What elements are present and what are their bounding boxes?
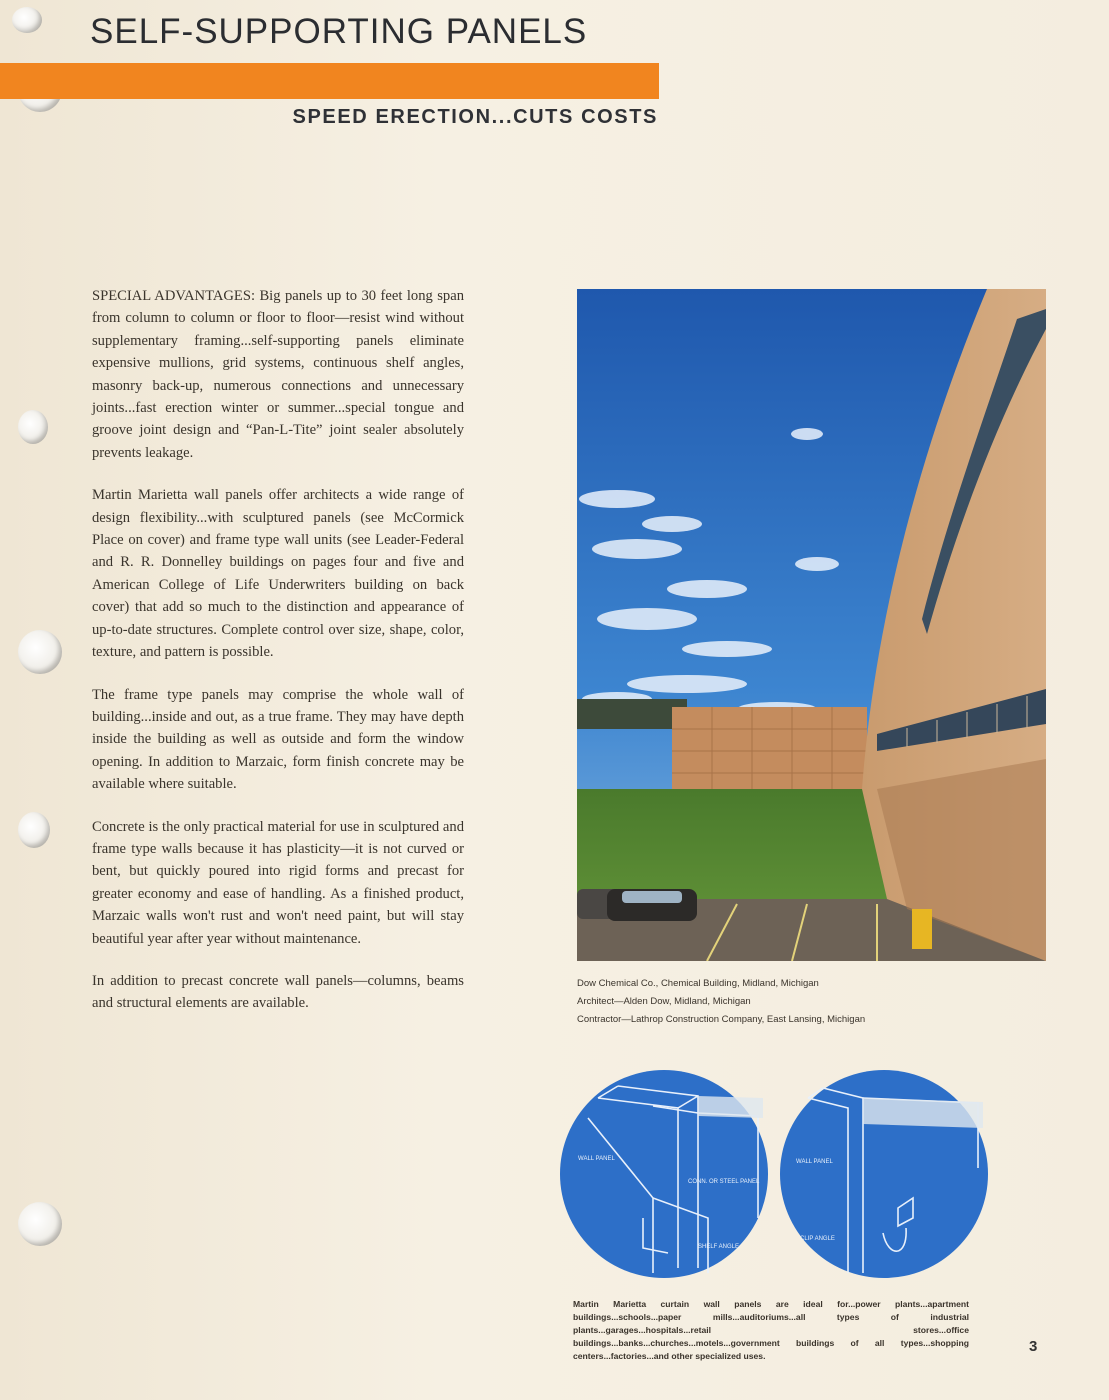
body-paragraph: In addition to precast concrete wall panels—columns, beams and structural elements are available. bbox=[92, 972, 464, 1012]
photo-caption bbox=[577, 975, 865, 1029]
body-paragraph: Concrete is the only practical material for use in sculptured and frame type walls because it has plasticity—it is not curved or bent, but quickly poured into rigid forms and precast for greater economy and ease of handling. As a finished product, Marzaic walls won't rust and won't need paint, but will stay beautiful year after year without maintenance. bbox=[92, 818, 464, 947]
punch-hole bbox=[18, 630, 62, 674]
body-paragraph: The frame type panels may comprise the whole wall of building...inside and out, as a true frame. They may have depth inside the building as well as outside and form the window opening. In addition to Marzaic, form finish concrete may be available where suitable. bbox=[92, 686, 464, 793]
panel-connection-diagram bbox=[558, 1068, 770, 1280]
caption-line: Dow Chemical Co., Chemical Building, Midland, Michigan bbox=[577, 978, 819, 989]
shelf-angle-label: SHELF ANGLE bbox=[698, 1244, 740, 1250]
body-text-column bbox=[92, 285, 464, 1035]
diagram-illustration bbox=[558, 1068, 770, 1280]
building-photo-illustration bbox=[577, 289, 1046, 961]
page-number: 3 bbox=[1029, 1338, 1038, 1355]
accent-band bbox=[0, 63, 659, 99]
clip-angle-label: CLIP ANGLE bbox=[800, 1236, 835, 1242]
punch-hole bbox=[12, 7, 42, 33]
diagram-illustration bbox=[778, 1068, 990, 1280]
building-photo bbox=[577, 289, 1046, 961]
punch-hole bbox=[18, 1202, 62, 1246]
wall-panel-label: WALL PANEL bbox=[796, 1159, 833, 1165]
clip-angle-diagram bbox=[778, 1068, 990, 1280]
punch-hole bbox=[18, 410, 48, 444]
diagram-description: Martin Marietta curtain wall panels are ideal for...power plants...apartment buildings...schools...paper mills...auditoriums...all types of industrial plants...garages...hospitals...retail stores...office buildings...banks...churches...motels...government buildings of all types...shopping centers...factories...and other specialized uses. bbox=[573, 1299, 969, 1361]
caption-line: Contractor—Lathrop Construction Company, East Lansing, Michigan bbox=[577, 1014, 866, 1025]
caption-line: Architect—Alden Dow, Midland, Michigan bbox=[577, 996, 751, 1007]
wall-panel-label: WALL PANEL bbox=[578, 1156, 615, 1162]
body-paragraph: Martin Marietta wall panels offer architects a wide range of design flexibility...with sculptured panels (see McCormick Place on cover) and frame type wall units (see Leader-Federal and R. R. Donnelley buildings on pages four and five and American College of Life Underwriters building on back cover) that add so much to the distinction and appearance of up-to-date structures. Complete control over size, shape, color, texture, and pattern is possible. bbox=[92, 487, 464, 661]
punch-hole bbox=[18, 812, 50, 848]
page-title: SELF-SUPPORTING PANELS bbox=[90, 12, 588, 51]
page-subtitle: SPEED ERECTION...CUTS COSTS bbox=[292, 106, 658, 128]
body-paragraph: SPECIAL ADVANTAGES: Big panels up to 30 feet long span from column to column or floor to floor—resist wind without supplementary framing...self-supporting panels eliminate expensive mullions, grid systems, continuous shelf angles, masonry back-up, numerous connections and unnecessary joints...fast erection winter or summer...special tongue and groove joint design and “Pan-L-Tite” joint sealer absolutely prevents leakage. bbox=[92, 288, 464, 461]
steel-panel-label: CONN. OR STEEL PANEL bbox=[688, 1179, 760, 1185]
